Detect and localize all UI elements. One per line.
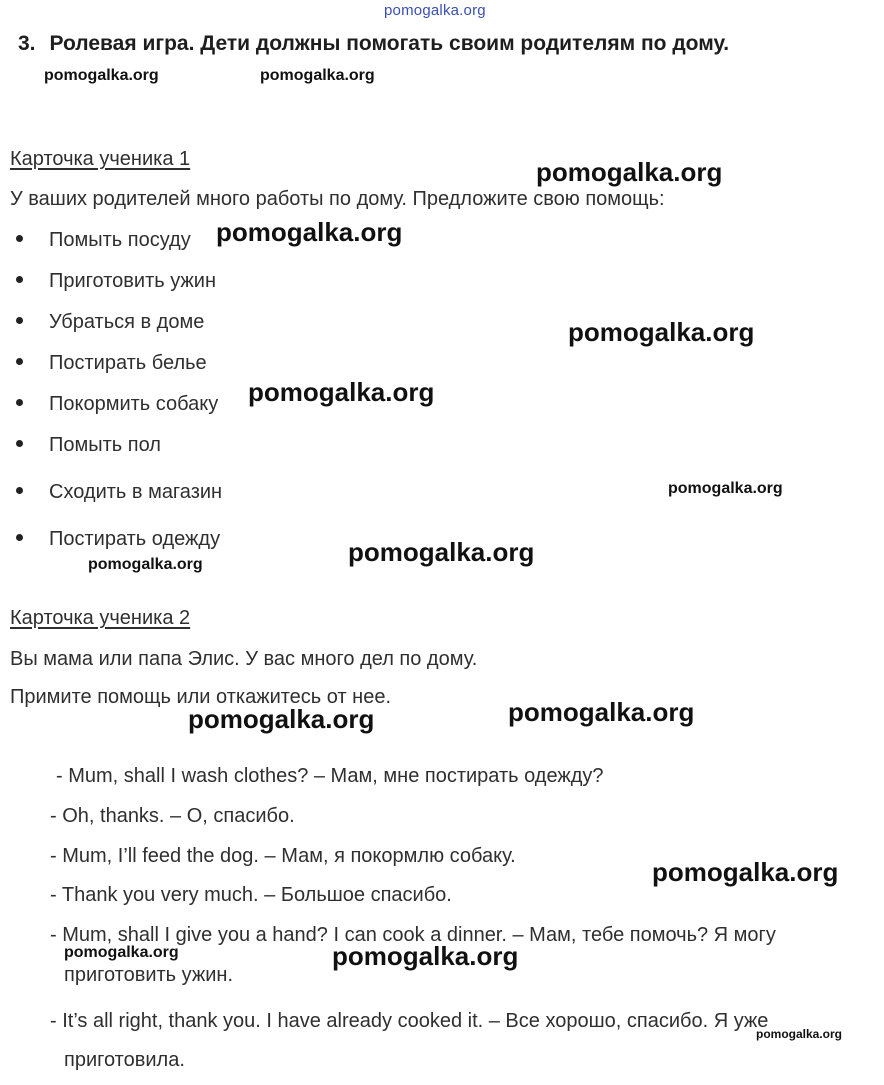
dialogue-line: - Thank you very much. – Большое спасибо. [50, 884, 452, 906]
bullet-icon [16, 399, 23, 406]
watermark: pomogalka.org [64, 944, 179, 961]
watermark: pomogalka.org [332, 941, 519, 971]
bullet-icon [16, 440, 23, 447]
card2-line2: Примите помощь или откажитесь от нее. [10, 686, 392, 708]
dialogue-line: приготовить ужин. [64, 964, 234, 986]
bullet-icon [16, 317, 23, 324]
dialogue-line: - Mum, I’ll feed the dog. – Мам, я покормлю собаку. [50, 845, 516, 867]
list-item [16, 270, 216, 293]
watermark: pomogalka.org [568, 317, 755, 347]
watermark: pomogalka.org [248, 377, 435, 407]
watermark: pomogalka.org [260, 67, 375, 84]
watermark: pomogalka.org [88, 556, 203, 573]
list-item-label: Приготовить ужин [49, 270, 217, 292]
watermark: pomogalka.org [668, 480, 783, 497]
card1-title: Карточка ученика 1 [10, 148, 191, 170]
watermark: pomogalka.org [756, 1027, 843, 1041]
watermark: pomogalka.org [44, 67, 159, 84]
bullet-icon [16, 276, 23, 283]
watermark: pomogalka.org [188, 704, 375, 734]
dialogue-line: приготовила. [64, 1049, 185, 1071]
top-watermark: pomogalka.org [384, 2, 486, 19]
list-item-label: Убраться в доме [49, 311, 205, 333]
bullet-icon [16, 534, 23, 541]
watermark: pomogalka.org [348, 537, 535, 567]
task-heading [18, 32, 729, 56]
task-title: Ролевая игра. Дети должны помогать своим родителям по дому. [49, 32, 730, 55]
card2-title: Карточка ученика 2 [10, 607, 191, 629]
list-item-label: Покормить собаку [49, 393, 219, 415]
task-number: 3. [18, 32, 36, 55]
list-item [16, 352, 207, 375]
dialogue-line: - Mum, shall I give you a hand? I can cook a dinner. – Мам, тебе помочь? Я могу [50, 924, 776, 946]
list-item-label: Помыть пол [49, 434, 161, 456]
card2-line1: Вы мама или папа Элис. У вас много дел по дому. [10, 648, 478, 670]
watermark: pomogalka.org [508, 697, 695, 727]
watermark: pomogalka.org [652, 857, 839, 887]
list-item-label: Сходить в магазин [49, 481, 223, 503]
dialogue-line: - Mum, shall I wash clothes? – Мам, мне постирать одежду? [56, 765, 604, 787]
bullet-icon [16, 487, 23, 494]
list-item [16, 393, 218, 416]
dialogue-line: - It’s all right, thank you. I have already cooked it. – Все хорошо, спасибо. Я уже [50, 1010, 769, 1032]
list-item [16, 311, 204, 334]
watermark: pomogalka.org [216, 217, 403, 247]
list-item [16, 528, 220, 551]
bullet-icon [16, 358, 23, 365]
dialogue-line: - Oh, thanks. – О, спасибо. [50, 805, 295, 827]
list-item-label: Постирать белье [49, 352, 207, 374]
list-item [16, 434, 161, 457]
bullet-icon [16, 235, 23, 242]
watermark: pomogalka.org [536, 157, 723, 187]
list-item [16, 481, 222, 504]
card1-instruction: У ваших родителей много работы по дому. Предложите свою помощь: [10, 188, 665, 210]
list-item [16, 229, 191, 252]
list-item-label: Помыть посуду [49, 229, 191, 251]
list-item-label: Постирать одежду [49, 528, 221, 550]
